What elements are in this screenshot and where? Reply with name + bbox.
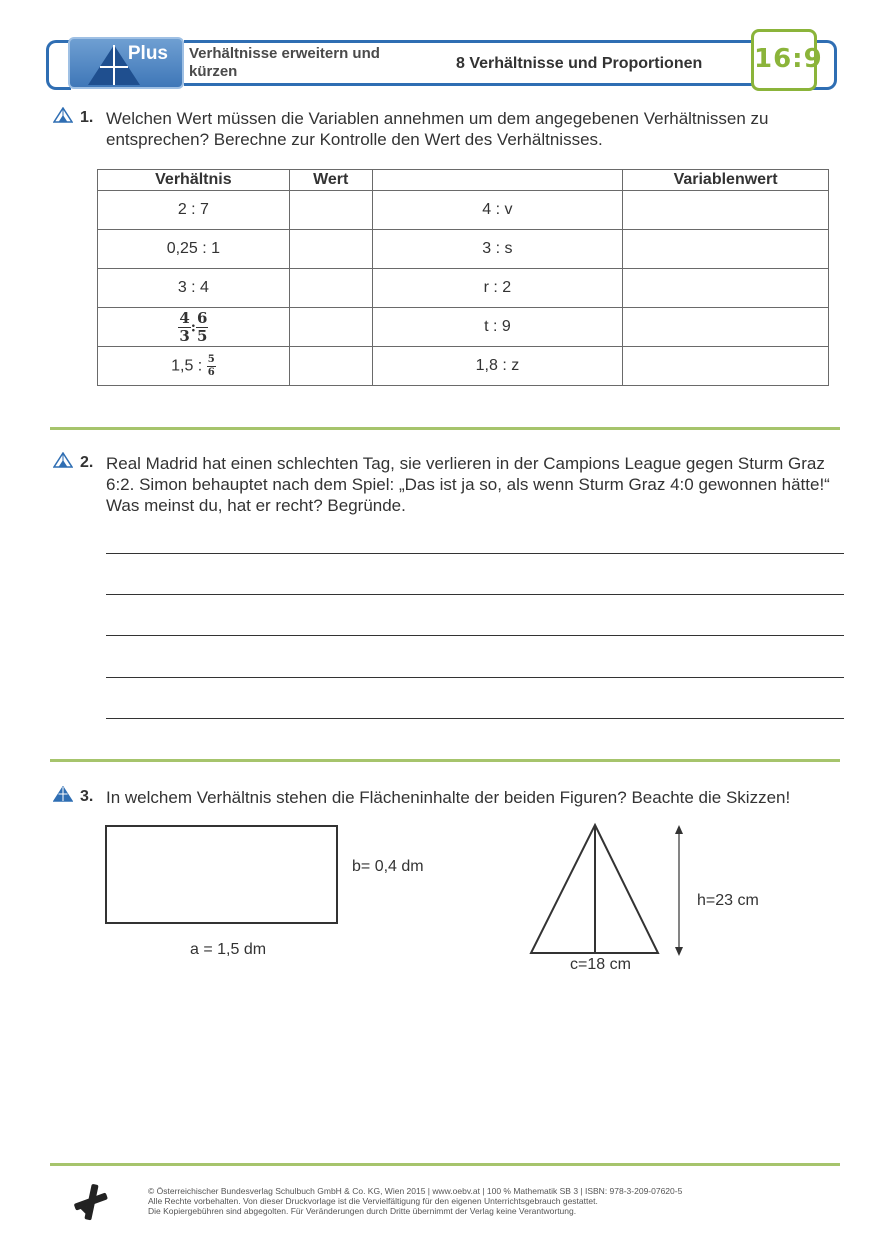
answer-line[interactable] [106, 635, 844, 636]
rectangle-side-b-label: b= 0,4 dm [352, 858, 424, 875]
ratio-cell: 0,25 : 1 [98, 230, 290, 269]
header-equation [372, 170, 623, 191]
difficulty-pyramid-icon [53, 107, 73, 123]
plus-logo-text: Plus [127, 43, 168, 64]
plus-logo [68, 37, 184, 89]
footer-separator [50, 1163, 840, 1166]
answer-line[interactable] [106, 677, 844, 678]
fraction: $\frac{4}{3}$ [179, 308, 190, 345]
task-1-number: 1. [80, 109, 94, 126]
header-line-bottom [184, 83, 752, 86]
table-row [98, 230, 829, 269]
header-chapter: 8 Verhältnisse und Proportionen [456, 55, 703, 72]
task-1-text: Welchen Wert müssen die Variablen annehmen um dem angegebenen Verhältnissen zu entsprechen? Berechne zur Kontrolle den Wert des Verhältnisses. [106, 109, 769, 149]
fraction: $\frac{5}{6}$ [207, 353, 215, 378]
triangle-figure [520, 815, 700, 960]
variable-answer-cell[interactable] [623, 191, 829, 230]
ratio-cell-fraction: $\frac{4}{3}$ : $\frac{6}{5}$ [98, 308, 290, 347]
task-2-number: 2. [80, 454, 94, 471]
footer-copyright: © Österreichischer Bundesverlag Schulbuch GmbH & Co. KG, Wien 2015 | www.oebv.at | 100 % Mathematik SB 3 | ISBN: 978-3-209-07620-5 Alle Rechte vorbehalten. Von dieser Druckvorlage ist die Vervielfältigung für den eigenen Unterrichtsgebrauch gestattet. Die Kopiergebühren sind abgegolten. Für Veränderungen durch Dritte übernimmt der Verlag keine Verantwortung. [148, 1186, 683, 1216]
variable-answer-cell[interactable] [623, 269, 829, 308]
triangle-base-label: c=18 cm [570, 956, 631, 973]
rectangle-side-a-label: a = 1,5 dm [190, 941, 267, 958]
value-answer-cell[interactable] [289, 308, 372, 347]
difficulty-pyramid-icon [53, 786, 73, 802]
task-3-text: In welchem Verhältnis stehen die Flächeninhalte der beiden Figuren? Beachte die Skizzen! [106, 788, 791, 807]
section-separator [50, 427, 840, 430]
answer-line[interactable] [106, 718, 844, 719]
value-answer-cell[interactable] [289, 347, 372, 386]
ratio-table [97, 169, 829, 386]
ratio-cell-fraction: 1,5 : $\frac{5}{6}$ [98, 347, 290, 386]
equation-cell: 1,8 : z [372, 347, 623, 386]
chapter-badge-text: 16:9 [754, 44, 823, 74]
triangle-height-label: h=23 cm [697, 892, 759, 909]
value-answer-cell[interactable] [289, 191, 372, 230]
rectangle-figure [105, 825, 338, 924]
table-row [98, 269, 829, 308]
value-answer-cell[interactable] [289, 230, 372, 269]
ratio-cell: 3 : 4 [98, 269, 290, 308]
equation-cell: r : 2 [372, 269, 623, 308]
table-header-row [98, 170, 829, 191]
value-answer-cell[interactable] [289, 269, 372, 308]
equation-cell: 4 : v [372, 191, 623, 230]
header-value: Wert [289, 170, 372, 191]
variable-answer-cell[interactable] [623, 308, 829, 347]
table-row [98, 308, 829, 347]
section-separator [50, 759, 840, 762]
header-topic: Verhältnisse erweitern und kürzen [189, 45, 380, 80]
equation-cell: 3 : s [372, 230, 623, 269]
task-2-text: Real Madrid hat einen schlechten Tag, sie verlieren in der Campions League gegen Sturm Graz 6:2. Simon behauptet nach dem Spiel: „Das ist ja so, als wenn Sturm Graz 4:0 gewonnen hätte!“ Was meinst du, hat er recht? Begründe. [106, 454, 830, 515]
variable-answer-cell[interactable] [623, 347, 829, 386]
header-line-top [184, 40, 752, 43]
task-3-number: 3. [80, 788, 94, 805]
publisher-logo-icon [72, 1182, 110, 1222]
equation-cell: t : 9 [372, 308, 623, 347]
chapter-badge [751, 29, 823, 91]
fraction: $\frac{6}{5}$ [196, 308, 208, 345]
table-row [98, 347, 829, 386]
header-variable-value: Variablenwert [623, 170, 829, 191]
header-ratio: Verhältnis [98, 170, 290, 191]
ratio-cell: 2 : 7 [98, 191, 290, 230]
answer-line[interactable] [106, 594, 844, 595]
table-row [98, 191, 829, 230]
variable-answer-cell[interactable] [623, 230, 829, 269]
answer-line[interactable] [106, 553, 844, 554]
difficulty-pyramid-icon [53, 452, 73, 468]
